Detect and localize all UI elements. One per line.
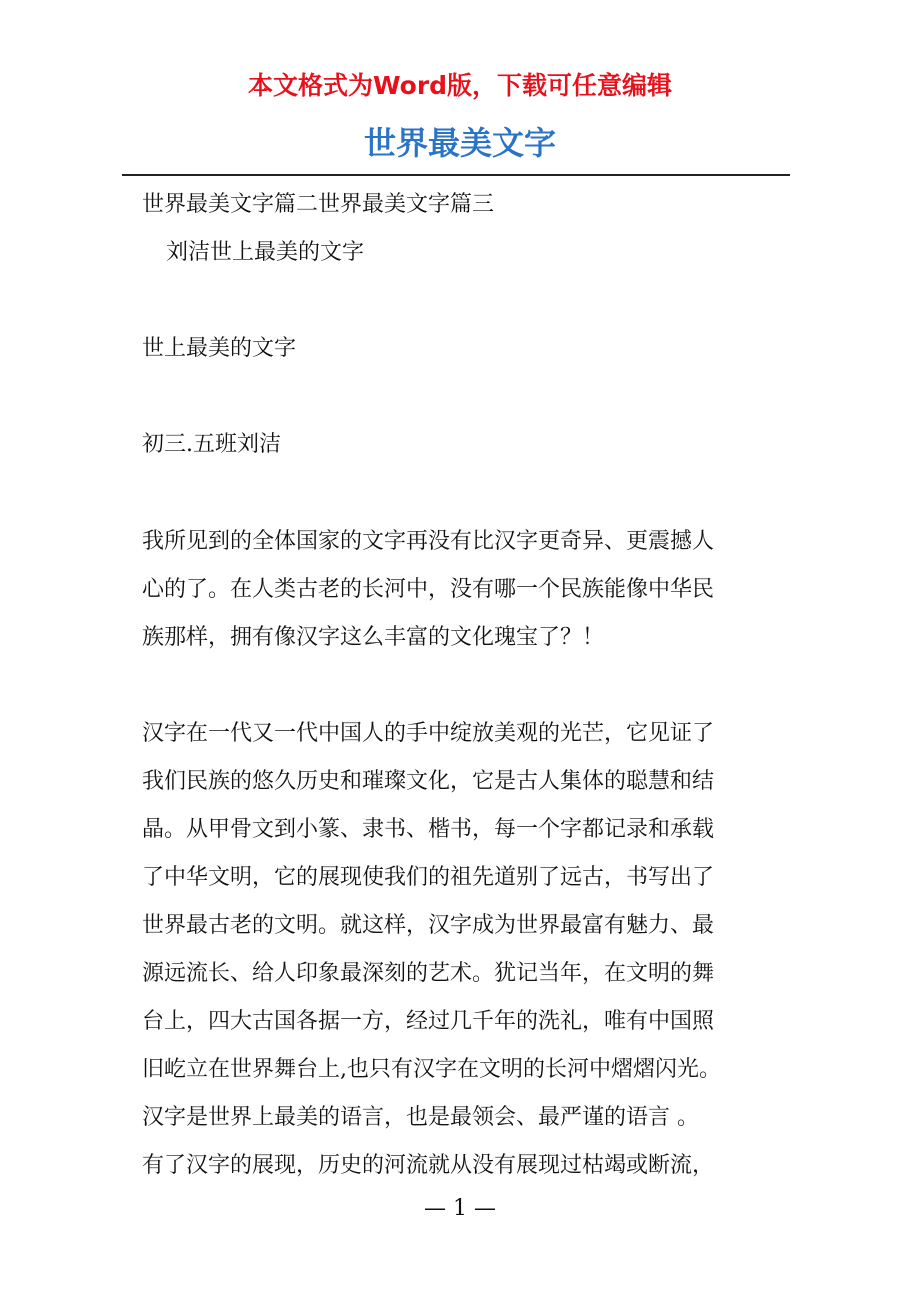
paragraph-line: 旧屹立在世界舞台上,也只有汉字在文明的长河中熠熠闪光。	[142, 1057, 721, 1082]
word-format-notice: 本文格式为Word版，下载可任意编辑	[247, 71, 673, 100]
class-author: 初三.五班刘洁	[142, 432, 281, 457]
paragraph-line: 我所见到的全体国家的文字再没有比汉字更奇异、更震撼人	[142, 529, 715, 554]
paragraph-line: 心的了。在人类古老的长河中，没有哪一个民族能像中华民	[142, 577, 715, 602]
subheading: 世界最美文字篇二世界最美文字篇三	[142, 192, 495, 217]
page-number: — 1 —	[424, 1196, 496, 1221]
paragraph-line: 源远流长、给人印象最深刻的艺术。犹记当年，在文明的舞	[142, 961, 715, 986]
paragraph-line: 有了汉字的展现，历史的河流就从没有展现过枯竭或断流，	[142, 1153, 715, 1178]
paragraph-line: 汉字在一代又一代中国人的手中绽放美观的光芒，它见证了	[142, 721, 715, 746]
paragraph-line: 了中华文明，它的展现使我们的祖先道别了远古，书写出了	[142, 865, 715, 890]
paragraph-line: 汉字是世界上最美的语言，也是最领会、最严谨的语言 。	[142, 1105, 699, 1130]
essay-title: 世上最美的文字	[142, 336, 297, 361]
paragraph-line: 晶。从甲骨文到小篆、隶书、楷书，每一个字都记录和承载	[142, 817, 715, 842]
paragraph-line: 世界最古老的文明。就这样，汉字成为世界最富有魅力、最	[142, 913, 715, 938]
paragraph-1	[142, 518, 782, 662]
header-divider	[122, 174, 790, 176]
paragraph-line: 族那样，拥有像汉字这么丰富的文化瑰宝了？！	[142, 625, 605, 650]
paragraph-line: 台上，四大古国各据一方，经过几千年的洗礼，唯有中国照	[142, 1009, 715, 1034]
paragraph-line: 我们民族的悠久历史和璀璨文化，它是古人集体的聪慧和结	[142, 769, 715, 794]
document-title: 世界最美文字	[363, 124, 556, 162]
paragraph-2	[142, 710, 782, 1190]
author-line: 刘洁世上最美的文字	[166, 240, 365, 265]
